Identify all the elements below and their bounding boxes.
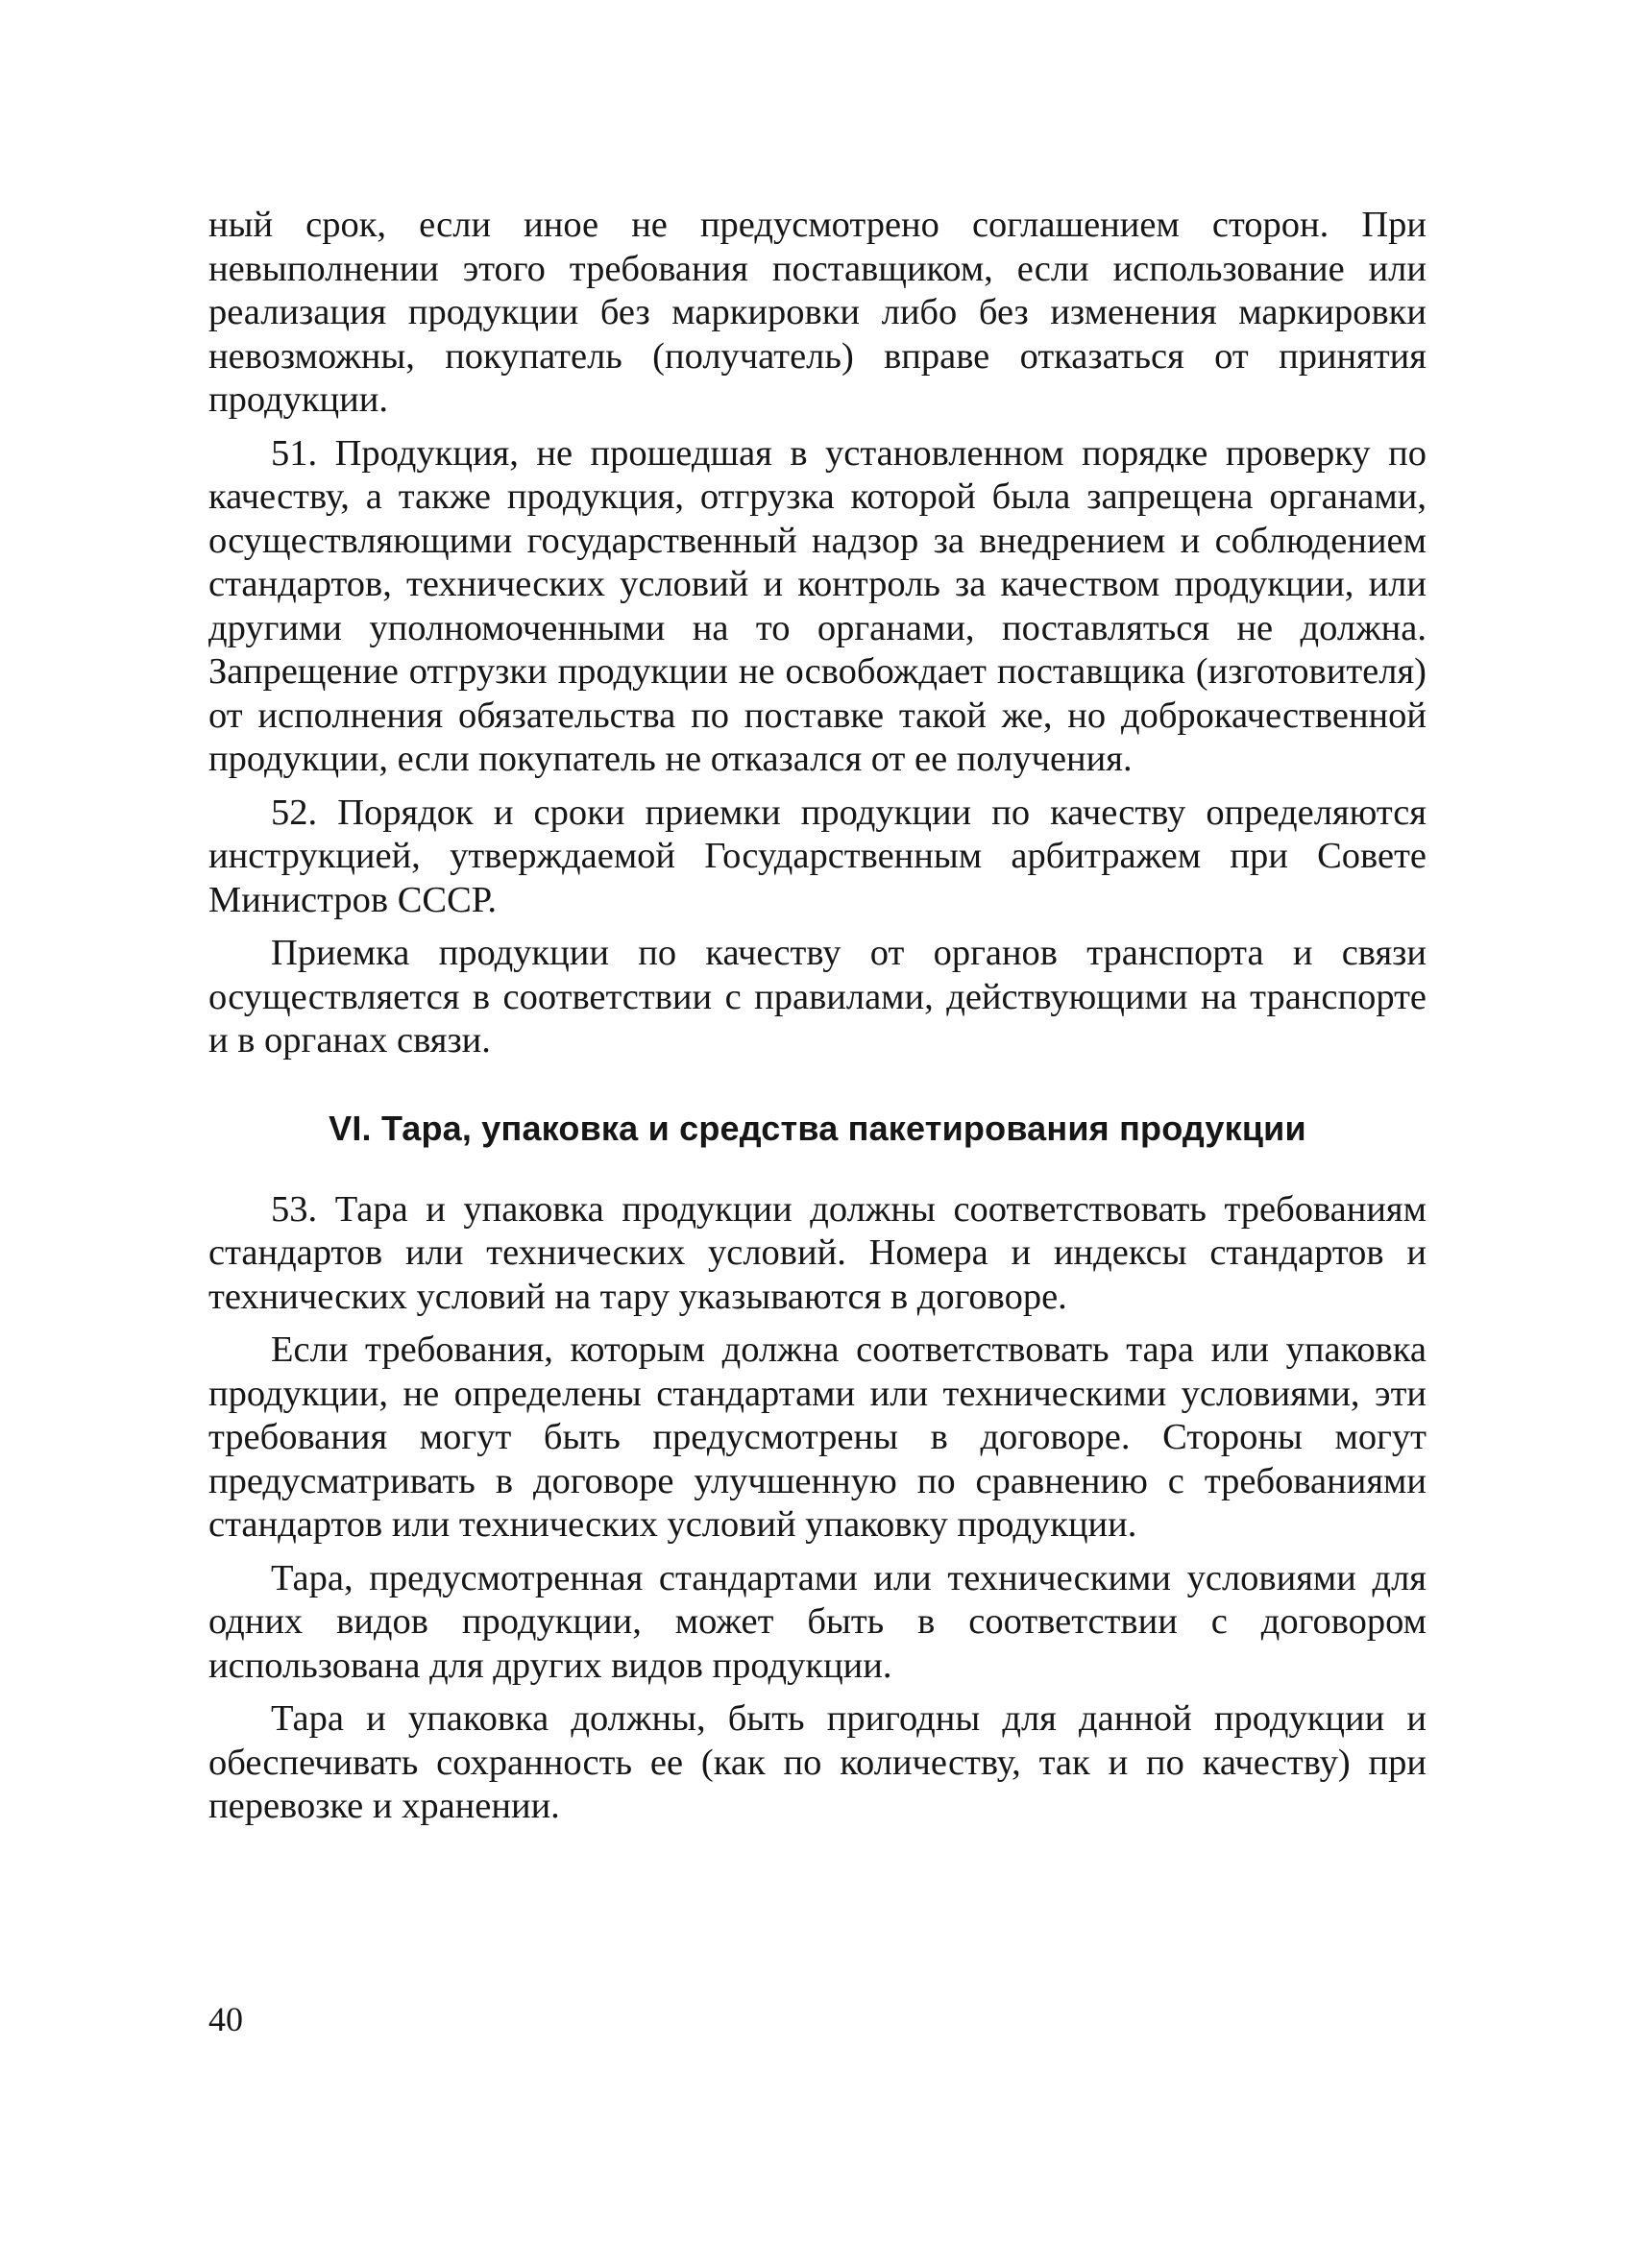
paragraph-continuation: ный срок, если иное не предусмотрено соглашением сторон. При невыполнении этого требования поставщиком, если использование или реализация продукции без маркировки либо без изменения маркировки невозможны, покупатель (получатель) вправе отказаться от принятия продукции. bbox=[208, 205, 1427, 420]
paragraph-item-52: 52. Порядок и сроки приемки продукции по качеству определяются инструкцией, утверждаемой Государственным арбитражем при Совете Министров СССР. bbox=[208, 792, 1427, 920]
paragraph-item-51: 51. Продукция, не прошедшая в установленном порядке проверку по качеству, а также продукция, отгрузка которой была запрещена органами, осуществляющими государственный надзор за внедрением и соблюдением стандартов, технических условий и контроль за качеством продукции, или другими уполномоченными на то органами, поставляться не должна. Запрещение отгрузки продукции не освобождает поставщика (изготовителя) от исполнения обязательства по поставке такой же, но доброкачественной продукции, если покупатель не отказался от ее получения. bbox=[208, 432, 1427, 779]
section-heading: VI. Тара, упаковка и средства пакетирования продукции bbox=[329, 1108, 1306, 1148]
paragraph-container-reuse: Тара, предусмотренная стандартами или техническими условиями для одних видов продукции, может быть в соответствии с договором использована для других видов продукции. bbox=[208, 1557, 1427, 1686]
document-page bbox=[208, 204, 1427, 1839]
paragraph-container-suitability: Тара и упаковка должны, быть пригодны для данной продукции и обеспечивать сохранность ее (как по количеству, так и по качеству) при перевозке и хранении. bbox=[208, 1698, 1427, 1826]
page-number: 40 bbox=[208, 2000, 243, 2038]
paragraph-acceptance-transport: Приемка продукции по качеству от органов транспорта и связи осуществляется в соответствии с правилами, действующими на транспорте и в органах связи. bbox=[208, 933, 1427, 1061]
paragraph-packaging-requirements: Если требования, которым должна соответствовать тара или упаковка продукции, не определены стандартами или техническими условиями, эти требования могут быть предусмотрены в договоре. Стороны могут предусматривать в договоре улучшенную по сравнению с требованиями стандартов или технических условий упаковку продукции. bbox=[208, 1329, 1427, 1545]
paragraph-item-53: 53. Тара и упаковка продукции должны соответствовать требованиям стандартов или технических условий. Номера и индексы стандартов и технических условий на тару указываются в договоре. bbox=[208, 1188, 1427, 1317]
